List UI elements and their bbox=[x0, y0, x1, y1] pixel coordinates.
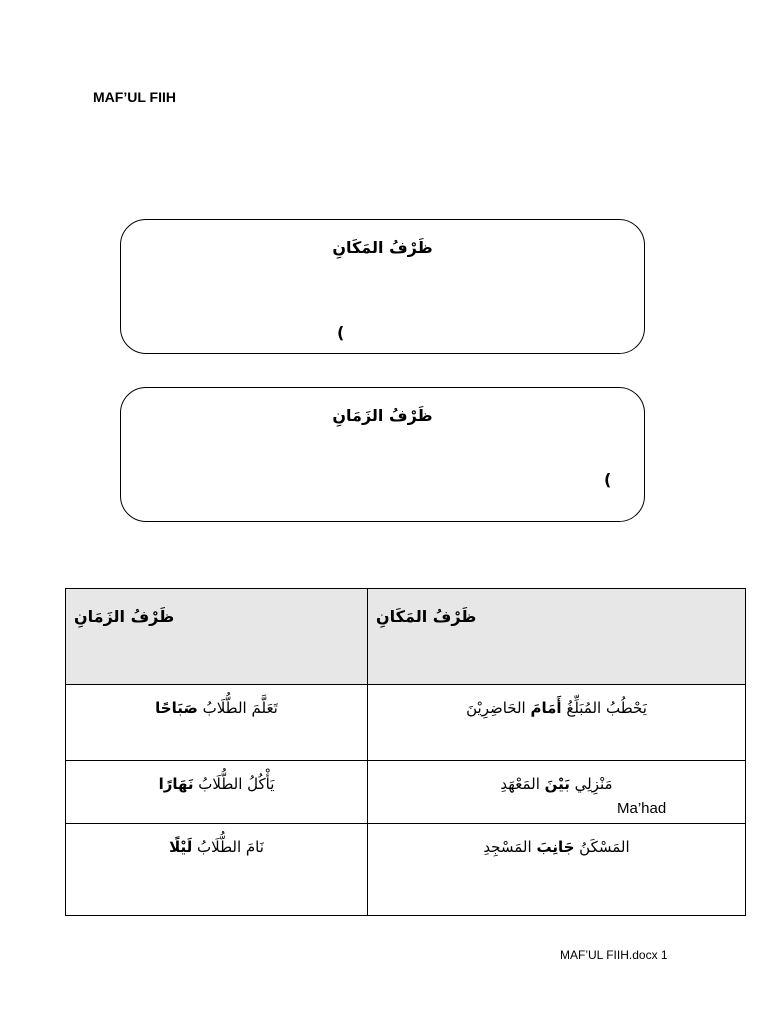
time-example-sentence: نَامَ الطُّلَابُ لَيْلًا bbox=[169, 838, 264, 856]
place-example-cell bbox=[368, 824, 746, 916]
time-adverb-heading: ظَرْفُ الزَمَانِ bbox=[332, 406, 433, 425]
header-place-label: ظَرْفُ المَكَانِ bbox=[376, 607, 477, 626]
transliteration-note: Ma’had bbox=[617, 800, 667, 817]
place-adverb-box bbox=[120, 219, 645, 354]
time-example-sentence: يَأْكُلُ الطُّلَابُ نَهَارًا bbox=[158, 775, 275, 793]
table-row bbox=[66, 824, 746, 916]
place-example-sentence: المَسْكَنُ جَانِبَ المَسْجِدِ bbox=[483, 838, 630, 856]
time-adverb-box bbox=[120, 387, 645, 522]
header-cell-time bbox=[66, 589, 368, 685]
examples-table bbox=[65, 588, 746, 916]
place-example-sentence: يَحْطُبُ المُبَلِّغُ أَمَامَ الحَاضِرِيْنَ bbox=[466, 699, 647, 717]
place-example-sentence: مَنْزِلِي بَيْنَ المَعْهَدِ bbox=[500, 775, 613, 793]
header-time-label: ظَرْفُ الزَمَانِ bbox=[74, 607, 175, 626]
place-example-cell bbox=[368, 685, 746, 761]
header-cell-place bbox=[368, 589, 746, 685]
time-example-cell bbox=[66, 824, 368, 916]
time-example-sentence: تَعَلَّمَ الطُّلَابُ صَبَاحًا bbox=[155, 699, 278, 717]
table-header-row bbox=[66, 589, 746, 685]
time-example-cell bbox=[66, 685, 368, 761]
place-example-cell bbox=[368, 761, 746, 824]
table-row bbox=[66, 761, 746, 824]
table-row bbox=[66, 685, 746, 761]
place-adverb-heading: ظَرْفُ المَكَانِ bbox=[332, 238, 433, 257]
time-adverb-parenthesis: ( bbox=[604, 470, 612, 489]
time-example-cell bbox=[66, 761, 368, 824]
document-title: MAF’UL FIIH bbox=[93, 89, 176, 105]
place-adverb-parenthesis: ( bbox=[337, 323, 345, 342]
page-footer: MAF’UL FIIH.docx 1 bbox=[560, 948, 668, 962]
